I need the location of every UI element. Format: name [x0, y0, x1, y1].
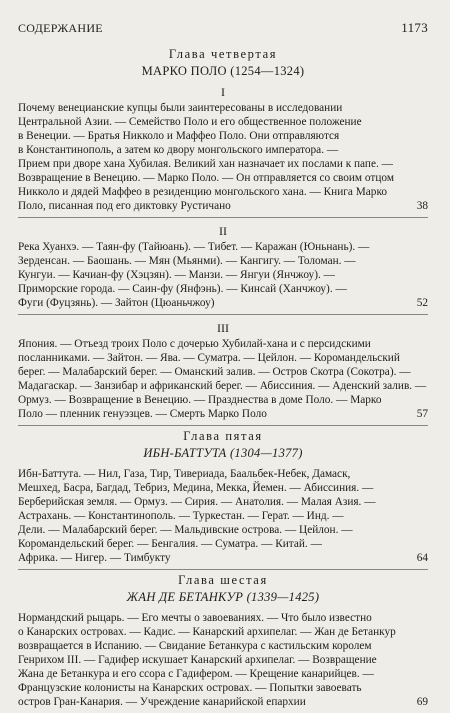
toc-entry-line	[18, 611, 428, 625]
toc-entry-text: Центральной Азии. — Семейство Поло и его общественное положение	[18, 116, 362, 128]
toc-entry-line	[18, 407, 428, 421]
toc-entry-text: Генрихом III. — Гадифер искушает Канарский архипелаг. — Возвращение	[18, 654, 377, 666]
toc-entry-text: Берберийская земля. — Ормуз. — Сирия. — Анатолия. — Малая Азия. —	[18, 496, 376, 508]
toc-entry-text: Кунгуи. — Качиан-фу (Хэцзян). — Манзи. — Янгуи (Янчжоу). —	[18, 269, 335, 281]
toc-entry-text: Нормандский рыцарь. — Его мечты о завоеваниях. — Что было известно	[18, 612, 372, 624]
toc-entry-text: Астрахань. — Константинополь. — Туркестан. — Герат. — Инд. —	[18, 510, 344, 522]
toc-entry-line	[18, 639, 428, 653]
toc-entry-text: в Константинополь, а затем ко двору монгольского императора. —	[18, 144, 339, 156]
toc-entry-text: Мадагаскар. — Занзибар и африканский берег. — Абиссиния. — Аденский залив. —	[18, 380, 427, 392]
toc-entry[interactable]	[18, 467, 428, 565]
toc-entry-line	[18, 171, 428, 185]
page-number: 1173	[401, 20, 428, 35]
toc-entry-line	[18, 365, 428, 379]
toc-entry-line	[18, 481, 428, 495]
running-title: СОДЕРЖАНИЕ	[18, 21, 103, 35]
toc-entry-line	[18, 240, 428, 254]
toc-entry-line	[18, 653, 428, 667]
chapter-subtitle: ИБН-БАТТУТА (1304—1377)	[143, 446, 303, 460]
chapter-heading: Глава четвертая	[168, 47, 278, 61]
toc-entry-line	[18, 681, 428, 695]
toc-entry-line	[18, 199, 428, 213]
toc-entry-text: берег. — Малабарский берег. — Оманский залив. — Остров Скотра (Сокотра). —	[18, 366, 411, 378]
chapter-subtitle: МАРКО ПОЛО (1254—1324)	[141, 64, 305, 78]
toc-page-ref: 52	[416, 297, 428, 309]
section-divider	[18, 314, 428, 315]
chapter-divider	[18, 425, 428, 426]
toc-entry-text: Ормуз. — Возвращение в Венецию. — Празднества в доме Поло. — Марко	[18, 394, 382, 406]
toc-entry-line	[18, 495, 428, 509]
toc-entry-text: Французские колонисты на Канарских островах. — Попытки завоевать	[18, 682, 362, 694]
toc-entry-text: Возвращение в Венецию. — Марко Поло. — Он отправляется со своим отцом	[18, 172, 394, 184]
toc-entry-line	[18, 467, 428, 481]
toc-entry-text: Фуги (Фуцзянь). — Зайтон (Цюаньчжоу)	[18, 297, 215, 309]
toc-entry-text: Дели. — Малабарский берег. — Мальдивские острова. — Цейлон. —	[18, 524, 353, 536]
section-numeral: I	[221, 85, 225, 99]
toc-entry-text: Река Хуанхэ. — Таян-фу (Тайюань). — Тибет. — Каражан (Юньнань). —	[18, 241, 370, 253]
toc-page-ref: 57	[416, 408, 428, 420]
toc-entry-text: Почему венецианские купцы были заинтересованы в исследовании	[18, 102, 343, 114]
toc-entry-text: Поло — пленник генуэзцев. — Смерть Марко Поло	[18, 408, 267, 420]
toc-entry-text: Япония. — Отъезд троих Поло с дочерью Хубилай-хана и с персидскими	[18, 338, 371, 350]
toc-entry-line	[18, 282, 428, 296]
toc-entry-text: возвращается в Испанию. — Свидание Бетанкура с кастильским королем	[18, 640, 372, 652]
toc-entry-text: Африка. — Нигер. — Тимбукту	[18, 552, 171, 564]
toc-entry-text: Приморские города. — Саин-фу (Янфэнь). — Кинсай (Ханчжоу). —	[18, 283, 347, 295]
toc-entry-text: Никколо и дядей Маффео в резиденцию монгольского хана. — Книга Марко	[18, 186, 388, 198]
toc-entry-text: Мешхед, Басра, Багдад, Тебриз, Медина, Мекка, Йемен. — Абиссиния. —	[18, 482, 374, 494]
toc-entry-line	[18, 667, 428, 681]
toc-page-ref: 38	[416, 200, 428, 212]
toc-entry[interactable]	[18, 611, 428, 709]
toc-entry-line	[18, 695, 428, 709]
section-divider	[18, 217, 428, 218]
toc-entry-line	[18, 157, 428, 171]
toc-entry-line	[18, 393, 428, 407]
section-numeral: III	[217, 321, 229, 335]
toc-entry-text: остров Гран-Канария. — Учреждение канарийской епархии	[18, 696, 306, 708]
toc-entry-text: Поло, писанная под его диктовку Рустичано	[18, 200, 231, 212]
toc-entry-line	[18, 185, 428, 199]
toc-entry-line	[18, 296, 428, 310]
toc-page-ref: 64	[416, 552, 428, 564]
toc-entry-line	[18, 337, 428, 351]
section-numeral: II	[219, 224, 227, 238]
toc-entry-text: Жана де Бетанкура и его ссора с Гадифером. — Крещение канарийцев. —	[18, 668, 374, 680]
toc-entry-line	[18, 101, 428, 115]
toc-entry-line	[18, 143, 428, 157]
running-header	[18, 20, 428, 36]
toc-entry-text: в Венеции. — Братья Никколо и Маффео Поло. Они отправляются	[18, 130, 340, 142]
toc-entry-text: Прием при дворе хана Хубилая. Великий хан назначает их послами к папе. —	[18, 158, 393, 170]
toc-entry-line	[18, 129, 428, 143]
toc-entry[interactable]	[18, 337, 428, 421]
toc-entry-line	[18, 268, 428, 282]
table-of-contents	[18, 47, 428, 713]
toc-entry[interactable]	[18, 240, 428, 310]
toc-entry-text: о Канарских островах. — Кадис. — Канарский архипелаг. — Жан де Бетанкур	[18, 626, 396, 638]
toc-entry-text: посланниками. — Зайтон. — Ява. — Суматра. — Цейлон. — Коромандельский	[18, 352, 400, 364]
chapter-subtitle: ЖАН ДЕ БЕТАНКУР (1339—1425)	[126, 590, 320, 604]
toc-entry-line	[18, 551, 428, 565]
toc-entry[interactable]	[18, 101, 428, 213]
toc-entry-line	[18, 509, 428, 523]
toc-entry-line	[18, 115, 428, 129]
chapter-heading: Глава пятая	[183, 429, 263, 443]
toc-entry-line	[18, 351, 428, 365]
chapter-heading: Глава шестая	[178, 573, 268, 587]
toc-entry-line	[18, 254, 428, 268]
chapter-divider	[18, 569, 428, 570]
toc-entry-text: Зерденсан. — Баошань. — Мян (Мьянми). — Кангигу. — Толоман. —	[18, 255, 356, 267]
toc-entry-text: Коромандельский берег. — Бенгалия. — Суматра. — Китай. —	[18, 538, 322, 550]
toc-entry-line	[18, 379, 428, 393]
toc-entry-text: Ибн-Баттута. — Нил, Газа, Тир, Тивериада, Баальбек-Небек, Дамаск,	[18, 468, 351, 480]
toc-entry-line	[18, 537, 428, 551]
toc-entry-line	[18, 523, 428, 537]
toc-page-ref: 69	[416, 696, 428, 708]
toc-entry-line	[18, 625, 428, 639]
